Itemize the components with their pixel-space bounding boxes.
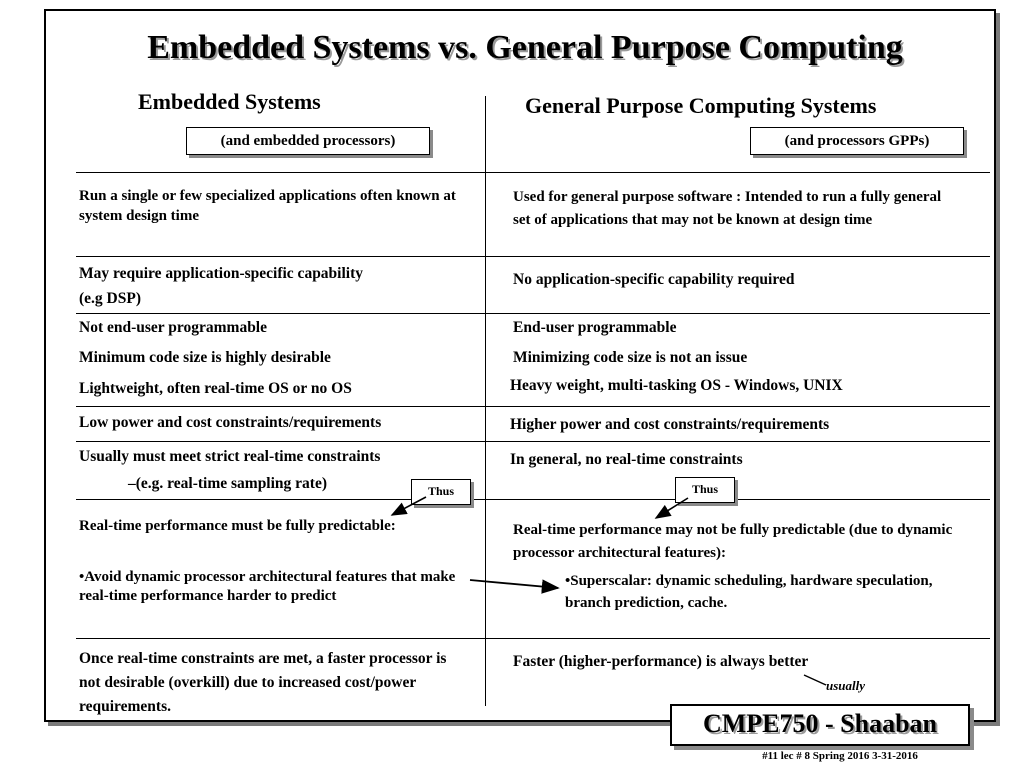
left-column-subheading: (and embedded processors): [186, 127, 430, 155]
course-logo: CMPE750 - Shaaban: [670, 704, 970, 746]
right-row-faster-better: Faster (higher-performance) is always better: [513, 653, 809, 670]
usually-annotation: usually: [826, 678, 866, 693]
thus-right-arrow: [656, 498, 688, 518]
right-row-no-realtime: In general, no real-time constraints: [510, 451, 743, 468]
right-row-code-size: Minimizing code size is not an issue: [513, 349, 748, 366]
slide-title: Embedded Systems vs. General Purpose Computing: [147, 29, 903, 66]
left-row-predictable: Real-time performance must be fully predictable:: [79, 518, 396, 534]
left-row-lightweight-os: Lightweight, often real-time OS or no OS: [79, 380, 352, 397]
slide-footer: #11 lec # 8 Spring 2016 3-31-2016: [762, 750, 918, 762]
left-row-strict-realtime-line2: –(e.g. real-time sampling rate): [128, 475, 328, 492]
left-row-specialized-apps: Run a single or few specialized applications often known at system design time: [79, 188, 456, 224]
right-row-higher-power: Higher power and cost constraints/requirements: [510, 416, 830, 433]
left-column-heading: Embedded Systems: [138, 89, 321, 114]
left-row-avoid-dynamic: •Avoid dynamic processor architectural features that make real-time performance harder to predict: [79, 569, 456, 604]
left-row-faster-not-desirable: Once real-time constraints are met, a faster processor is not desirable (overkill) due to increased cost/power requirements.: [79, 650, 447, 715]
thus-label-right: Thus: [675, 477, 735, 503]
right-row-general-software: Used for general purpose software : Intended to run a fully general set of applications that may not be known at design time: [513, 189, 942, 228]
thus-left-arrow: [392, 497, 426, 515]
left-row-app-specific-line2: (e.g DSP): [79, 290, 141, 307]
right-row-programmable: End-user programmable: [513, 319, 677, 336]
avoid-to-superscalar-arrow: [470, 580, 558, 588]
right-column-heading: General Purpose Computing Systems: [525, 93, 877, 118]
left-row-not-programmable: Not end-user programmable: [79, 319, 267, 336]
right-row-superscalar: •Superscalar: dynamic scheduling, hardware speculation, branch prediction, cache.: [565, 573, 933, 611]
usually-pointer-line: [804, 675, 826, 685]
right-row-not-predictable: Real-time performance may not be fully predictable (due to dynamic processor architectural features):: [513, 522, 953, 561]
right-row-heavyweight-os: Heavy weight, multi-tasking OS - Windows, UNIX: [510, 377, 843, 394]
thus-label-left: Thus: [411, 479, 471, 505]
left-row-strict-realtime-line1: Usually must meet strict real-time constraints: [79, 448, 381, 465]
right-row-no-app-specific: No application-specific capability required: [513, 271, 795, 288]
left-row-code-size: Minimum code size is highly desirable: [79, 349, 331, 366]
left-row-app-specific-line1: May require application-specific capability: [79, 265, 364, 282]
right-column-subheading: (and processors GPPs): [750, 127, 964, 155]
left-row-low-power: Low power and cost constraints/requirements: [79, 414, 382, 431]
